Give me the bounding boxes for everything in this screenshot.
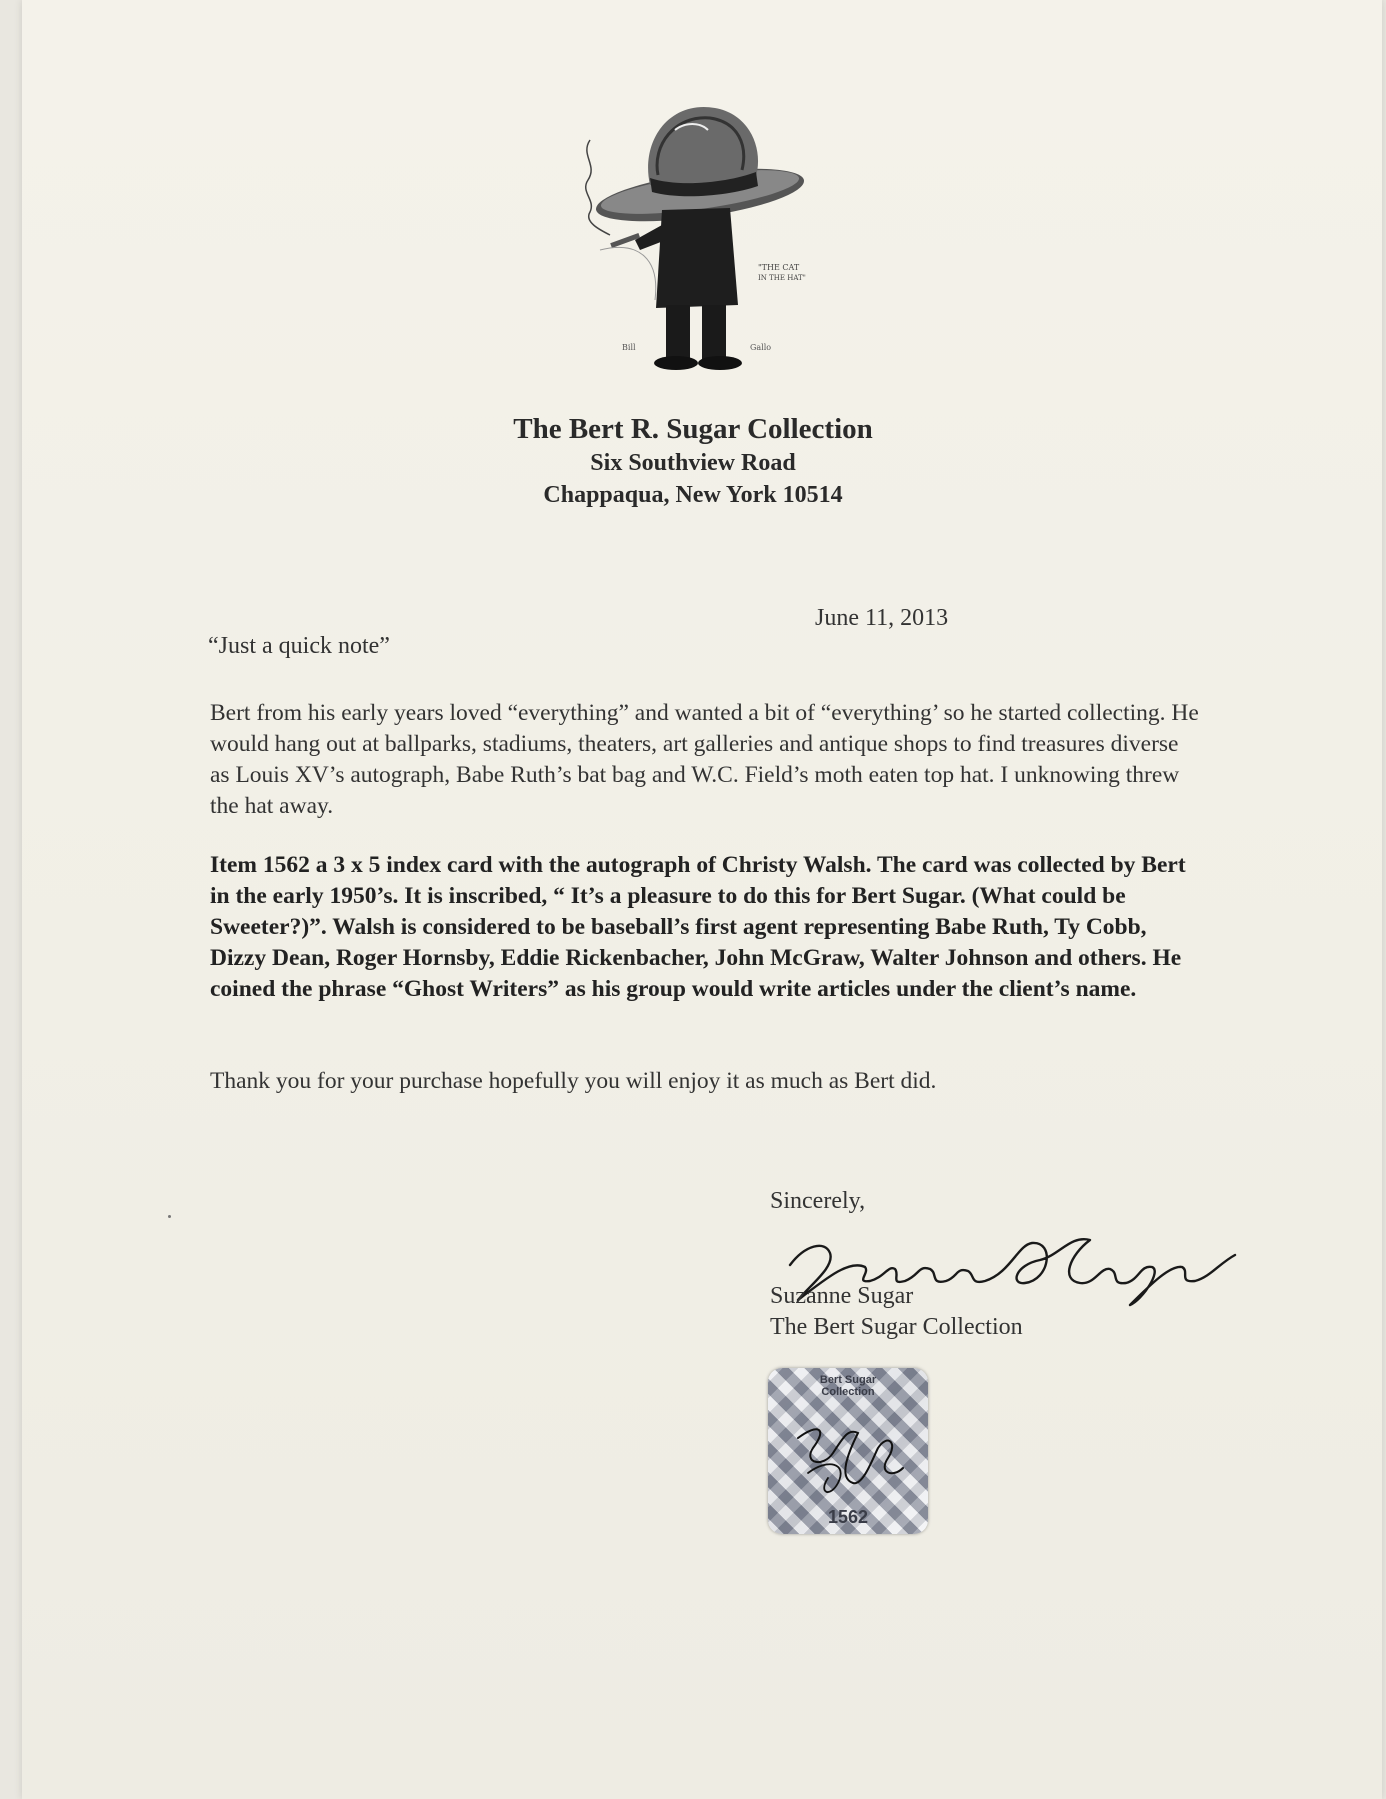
authenticity-hologram-sticker (768, 1368, 928, 1534)
letter-paragraph-1: Bert from his early years loved “everything” and wanted a bit of “everything’ so he started collecting. He would hang out at ballparks, stadiums, theaters, art galleries and antique shops to find treasures diverse as Louis XV’s autograph, Babe Ruth’s bat bag and W.C. Field’s moth eaten top hat. I unknowing threw the hat away. (210, 700, 1199, 819)
logo-artist-mark-left: Bill (622, 343, 636, 352)
hologram-label (768, 1374, 928, 1398)
letter-paragraph-2: Item 1562 a 3 x 5 index card with the autograph of Christy Walsh. The card was collected by Bert in the early 1950’s. It is inscribed, “ It’s a pleasure to do this for Bert Sugar. (What could be Sweeter?)”. Walsh is considered to be baseball’s first agent representing Babe Ruth, Ty Cobb, Dizzy Dean, Roger Hornsby, Eddie Rickenbacher, John McGraw, Walter Johnson and others. He coined the phrase “Ghost Writers” as his group would write articles under the client’s name. (210, 852, 1186, 1002)
paper-speck (168, 1215, 171, 1218)
letter-date: June 11, 2013 (815, 605, 949, 631)
hologram-label-line2: Collection (821, 1386, 875, 1398)
letterhead-address-line2: Chappaqua, New York 10514 (543, 482, 843, 508)
letterhead-title: The Bert R. Sugar Collection (513, 413, 873, 445)
logo-artist-mark-right: Gallo (750, 343, 772, 352)
cat-in-the-hat-cartoon-icon (580, 100, 810, 380)
letter-greeting: “Just a quick note” (208, 633, 390, 659)
signer-organization: The Bert Sugar Collection (770, 1314, 1023, 1340)
hologram-signature (778, 1398, 918, 1508)
letterhead-address-line1: Six Southview Road (590, 450, 796, 476)
letter-closing: Sincerely, (770, 1188, 866, 1214)
letter-paragraph-3: Thank you for your purchase hopefully you will enjoy it as much as Bert did. (210, 1068, 937, 1094)
hologram-label-line1: Bert Sugar (819, 1374, 877, 1386)
signer-name: Suzanne Sugar (770, 1283, 914, 1309)
hologram-item-number: 1562 (827, 1507, 869, 1527)
logo-caption-line2: IN THE HAT" (758, 274, 806, 282)
logo-caption-line1: "THE CAT (758, 263, 800, 272)
